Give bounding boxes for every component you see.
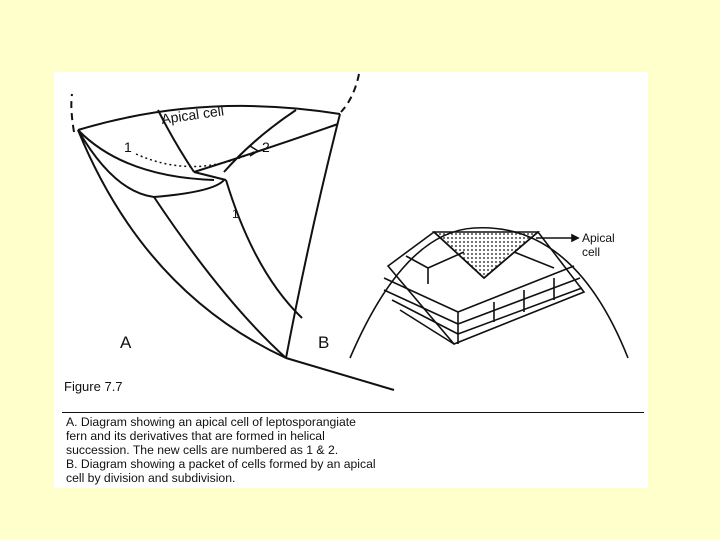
apical-cell-label-b-line2: cell [582,245,601,259]
segment-wall-5 [154,197,286,358]
apical-cell-label-b-line1: Apical [582,231,615,245]
caption-line-a2: fern and its derivatives that are formed in helical [66,429,325,443]
diagram-b-label: B [318,333,330,352]
derivative-number-1: 1 [232,207,239,221]
caption-line-a1: A. Diagram showing an apical cell of leptosporangiate [66,415,356,429]
apical-cell-label-a: Apical cell [160,102,225,127]
figure-panel [54,72,648,488]
diagram-a-label: A [120,333,132,352]
caption-divider [62,412,644,413]
helical-arrow-head [250,146,258,156]
apical-cell-wall-right [224,110,296,172]
diagram-a-bottom-curve [286,358,394,390]
figure-caption [66,415,614,485]
segment-wall-4 [154,180,224,197]
segment-wall-2 [226,180,302,318]
caption-line-a3: succession. The new cells are numbered as 1 & 2. [66,443,339,457]
cell-number-2: 2 [262,139,270,155]
cell-number-1: 1 [124,139,132,155]
diagram-a-left-edge [78,130,286,358]
diagram-a-right-edge [286,114,340,358]
figure-title: Figure 7.7 [64,379,123,394]
caption-line-b1: B. Diagram showing a packet of cells formed by an apical [66,457,376,471]
caption-line-b2: cell by division and subdivision. [66,471,236,485]
apical-cell-pointer-head [572,235,578,241]
